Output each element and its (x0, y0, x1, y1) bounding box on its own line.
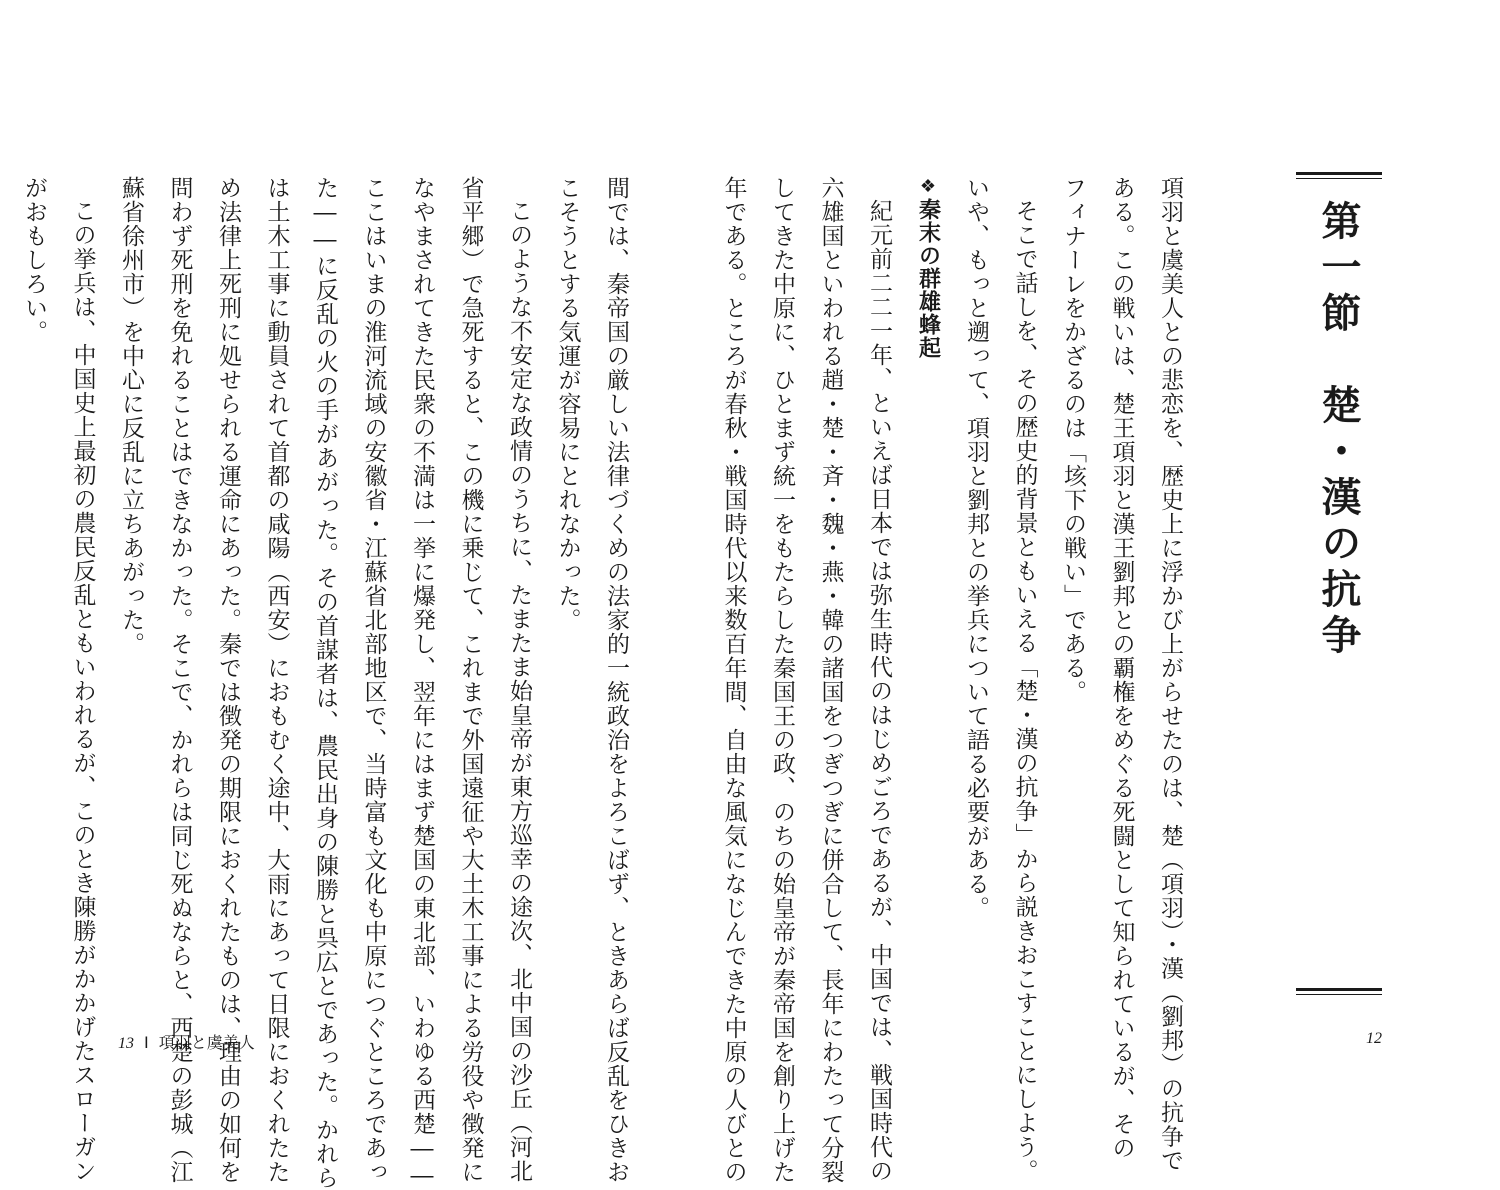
diamond-cluster-icon: ❖ (917, 176, 939, 198)
subheading (903, 176, 952, 1006)
folio-left (118, 1030, 255, 1053)
section-title: 第一節 楚・漢の抗争 (1315, 200, 1362, 660)
paragraph: ここはいまの淮河流域の安徽省・江蘇省北部地区で、当時富も文化も中原につぐところであっ (360, 176, 387, 1184)
paragraph: してきた中原に、ひとまず統一をもたらした秦国王の政、のちの始皇帝が秦帝国を創り上げた (769, 176, 795, 1184)
paragraph: このような不安定な政情のうちに、たまたま始皇帝が東方巡幸の途次、北中国の沙丘（河北 (506, 199, 532, 1183)
chapter-title: 項羽と虞美人 (158, 1035, 255, 1052)
paragraph: 項羽と虞美人との悲恋を、歴史上に浮かび上がらせたのは、楚（項羽）・漢（劉邦）の抗争で (1157, 176, 1183, 1173)
heading-rule-bottom (1296, 988, 1382, 991)
paragraph: 問わず死刑を免れることはできなかった。そこで、かれらは同じ死ぬならと、西楚の彭城（江 (166, 176, 193, 1184)
paragraph: ある。この戦いは、楚王項羽と漢王劉邦との覇権をめぐる死闘として知られているが、その (1108, 176, 1135, 1160)
paragraph: いや、もっと遡って、項羽と劉邦との挙兵について語る必要がある。 (963, 176, 989, 920)
chapter-number: Ⅰ (144, 1035, 149, 1052)
paragraph: 紀元前二二一年、といえば日本では弥生時代のはじめごろであるが、中国では、戦国時代の (866, 199, 892, 1183)
paragraph: そこで話しを、その歴史的背景ともいえる「楚・漢の抗争」から説きおこすことにしよう。 (1011, 199, 1038, 1183)
section-heading-block (1296, 172, 1382, 998)
subheading-text: 秦末の群雄蜂起 (915, 198, 941, 359)
paragraph: フィナーレをかざるのは「垓下の戦い」である。 (1060, 176, 1086, 704)
paragraph: 年である。ところが春秋・戦国時代以来数百年間、自由な風気になじんできた中原の人びとの (720, 176, 747, 1184)
paragraph: 六雄国といわれる趙・楚・斉・魏・燕・韓の諸国をつぎつぎに併合して、長年にわたって分裂 (817, 176, 844, 1184)
quote-line (0, 176, 10, 1006)
folio-right (1366, 1030, 1382, 1048)
heading-rule-top (1296, 172, 1382, 175)
paragraph: は土木工事に動員されて首都の咸陽（西安）におもむく途中、大雨にあって日限におくれたた (263, 176, 290, 1184)
paragraph: 間では、秦帝国の厳しい法律づくめの法家的一統政治をよろこばず、ときあらば反乱をひきお (603, 176, 629, 1184)
paragraph: 省平郷）で急死すると、この機に乗じて、これまで外国遠征や大土木工事による労役や徴発に (457, 176, 484, 1184)
paragraph: た――に反乱の火の手があがった。その首謀者は、農民出身の陳勝と呉広とであった。かれら (312, 176, 338, 1190)
paragraph: なやまされてきた民衆の不満は一挙に爆発し、翌年にはまず楚国の東北部、いわゆる西楚―― (409, 176, 435, 1190)
paragraph: め法律上死刑に処せられる運命にあった。秦では徴発の期限におくれたものは、理由の如何を (215, 176, 241, 1184)
paragraph: がおもしろい。 (21, 176, 47, 344)
paragraph: この挙兵は、中国史上最初の農民反乱ともいわれるが、このとき陳勝がかかげたスローガン (69, 199, 96, 1183)
page-number: 12 (1366, 1030, 1382, 1047)
paragraph: 蘇省徐州市）を中心に反乱に立ちあがった。 (118, 176, 144, 656)
right-page-body (709, 176, 1194, 1184)
paragraph: こそうとする気運が容易にとれなかった。 (554, 176, 581, 632)
page-number: 13 (118, 1035, 134, 1052)
